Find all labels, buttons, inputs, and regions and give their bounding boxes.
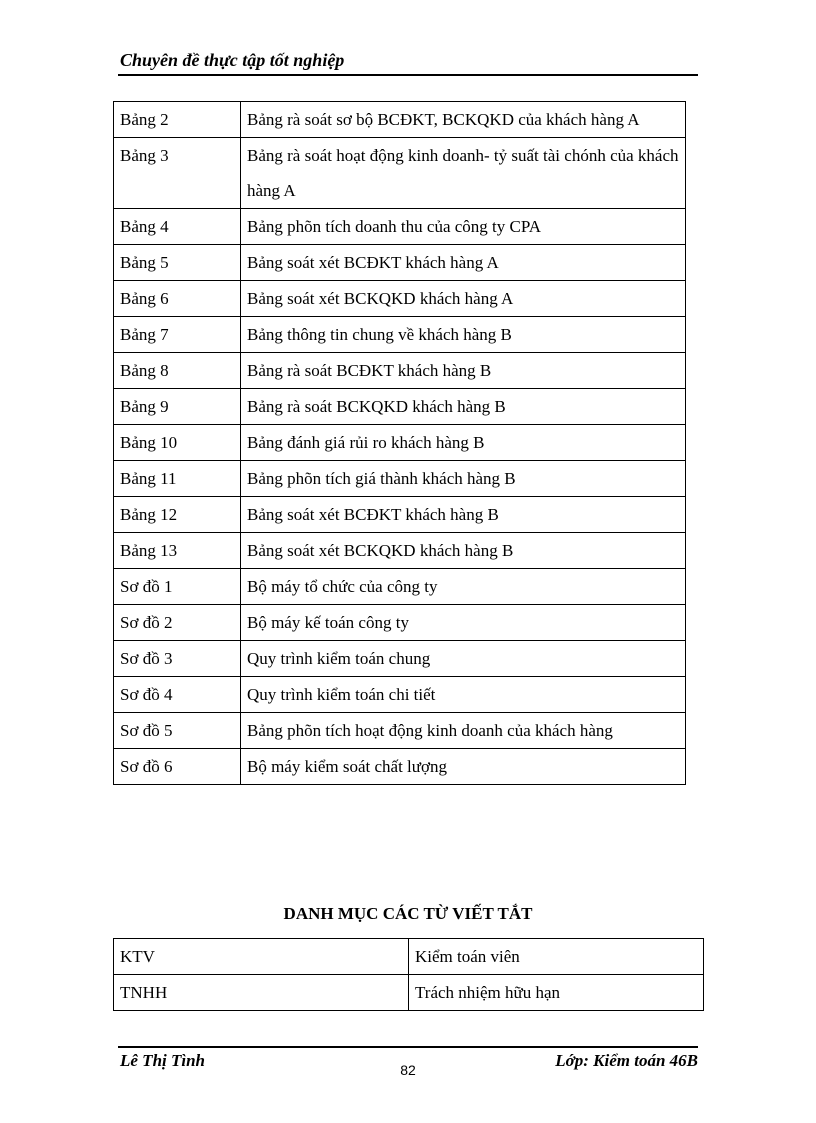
figure-label-cell: Bảng 5 xyxy=(114,245,241,281)
page-header-title: Chuyên đề thực tập tốt nghiệp xyxy=(120,50,345,70)
table-row xyxy=(114,209,686,245)
abbreviation-cell: KTV xyxy=(114,939,409,975)
figure-title-cell: Bảng phõn tích doanh thu của công ty CPA xyxy=(241,209,686,245)
table-row xyxy=(114,749,686,785)
figure-label-cell: Sơ đồ 1 xyxy=(114,569,241,605)
figure-title-cell: Bảng soát xét BCĐKT khách hàng A xyxy=(241,245,686,281)
figure-label-cell: Bảng 9 xyxy=(114,389,241,425)
figure-label-cell: Bảng 12 xyxy=(114,497,241,533)
figure-label-cell: Sơ đồ 5 xyxy=(114,713,241,749)
figure-title-cell: Quy trình kiểm toán chung xyxy=(241,641,686,677)
figure-title-cell: Bộ máy tổ chức của công ty xyxy=(241,569,686,605)
table-row xyxy=(114,138,686,209)
abbreviations-table xyxy=(113,938,704,1011)
footer-rule xyxy=(118,1046,698,1048)
table-row xyxy=(114,533,686,569)
figure-title-cell: Bảng rà soát sơ bộ BCĐKT, BCKQKD của khách hàng A xyxy=(241,102,686,138)
figure-title-cell: Bảng thông tin chung về khách hàng B xyxy=(241,317,686,353)
figure-title-cell: Bảng đánh giá rủi ro khách hàng B xyxy=(241,425,686,461)
table-row xyxy=(114,461,686,497)
figure-title-cell: Bảng rà soát BCĐKT khách hàng B xyxy=(241,353,686,389)
figure-label-cell: Bảng 10 xyxy=(114,425,241,461)
figure-title-cell: Bảng phõn tích giá thành khách hàng B xyxy=(241,461,686,497)
table-row xyxy=(114,353,686,389)
table-row xyxy=(114,497,686,533)
meaning-cell: Trách nhiệm hữu hạn xyxy=(409,975,704,1011)
table-row xyxy=(114,102,686,138)
figure-title-cell: Bảng soát xét BCĐKT khách hàng B xyxy=(241,497,686,533)
figures-table-body xyxy=(114,102,686,785)
table-row xyxy=(114,939,704,975)
figure-title-cell: Bộ máy kiểm soát chất lượng xyxy=(241,749,686,785)
figure-title-cell: Bảng soát xét BCKQKD khách hàng B xyxy=(241,533,686,569)
figure-label-cell: Bảng 3 xyxy=(114,138,241,209)
footer-class-label: Lớp: Kiểm toán 46B xyxy=(555,1051,698,1070)
figure-label-cell: Bảng 11 xyxy=(114,461,241,497)
table-row xyxy=(114,677,686,713)
table-row xyxy=(114,713,686,749)
figure-label-cell: Sơ đồ 3 xyxy=(114,641,241,677)
figure-title-cell: Quy trình kiểm toán chi tiết xyxy=(241,677,686,713)
figure-title-cell: Bảng rà soát BCKQKD khách hàng B xyxy=(241,389,686,425)
figure-label-cell: Bảng 8 xyxy=(114,353,241,389)
page-number: 82 xyxy=(400,1062,416,1078)
footer-author: Lê Thị Tình xyxy=(120,1051,206,1070)
figure-label-cell: Bảng 6 xyxy=(114,281,241,317)
figure-label-cell: Bảng 4 xyxy=(114,209,241,245)
figure-title-cell: Bảng soát xét BCKQKD khách hàng A xyxy=(241,281,686,317)
abbreviations-table-body xyxy=(114,939,704,1011)
table-row xyxy=(114,389,686,425)
figure-title-cell: Bảng rà soát hoạt động kinh doanh- tỷ suất tài chónh của khách hàng A xyxy=(241,138,686,209)
table-row xyxy=(114,317,686,353)
abbreviation-cell: TNHH xyxy=(114,975,409,1011)
table-row xyxy=(114,569,686,605)
table-row xyxy=(114,975,704,1011)
figure-label-cell: Sơ đồ 2 xyxy=(114,605,241,641)
figure-title-cell: Bộ máy kế toán công ty xyxy=(241,605,686,641)
figure-label-cell: Bảng 13 xyxy=(114,533,241,569)
figure-label-cell: Bảng 2 xyxy=(114,102,241,138)
table-row xyxy=(114,245,686,281)
table-row xyxy=(114,425,686,461)
figure-title-cell: Bảng phõn tích hoạt động kinh doanh của khách hàng xyxy=(241,713,686,749)
figure-label-cell: Sơ đồ 4 xyxy=(114,677,241,713)
figures-table xyxy=(113,101,686,785)
figure-label-cell: Sơ đồ 6 xyxy=(114,749,241,785)
meaning-cell: Kiểm toán viên xyxy=(409,939,704,975)
header-rule xyxy=(118,74,698,76)
table-row xyxy=(114,605,686,641)
figure-label-cell: Bảng 7 xyxy=(114,317,241,353)
table-row xyxy=(114,281,686,317)
table-row xyxy=(114,641,686,677)
abbreviations-heading: DANH MỤC CÁC TỪ VIẾT TẮT xyxy=(283,904,533,923)
